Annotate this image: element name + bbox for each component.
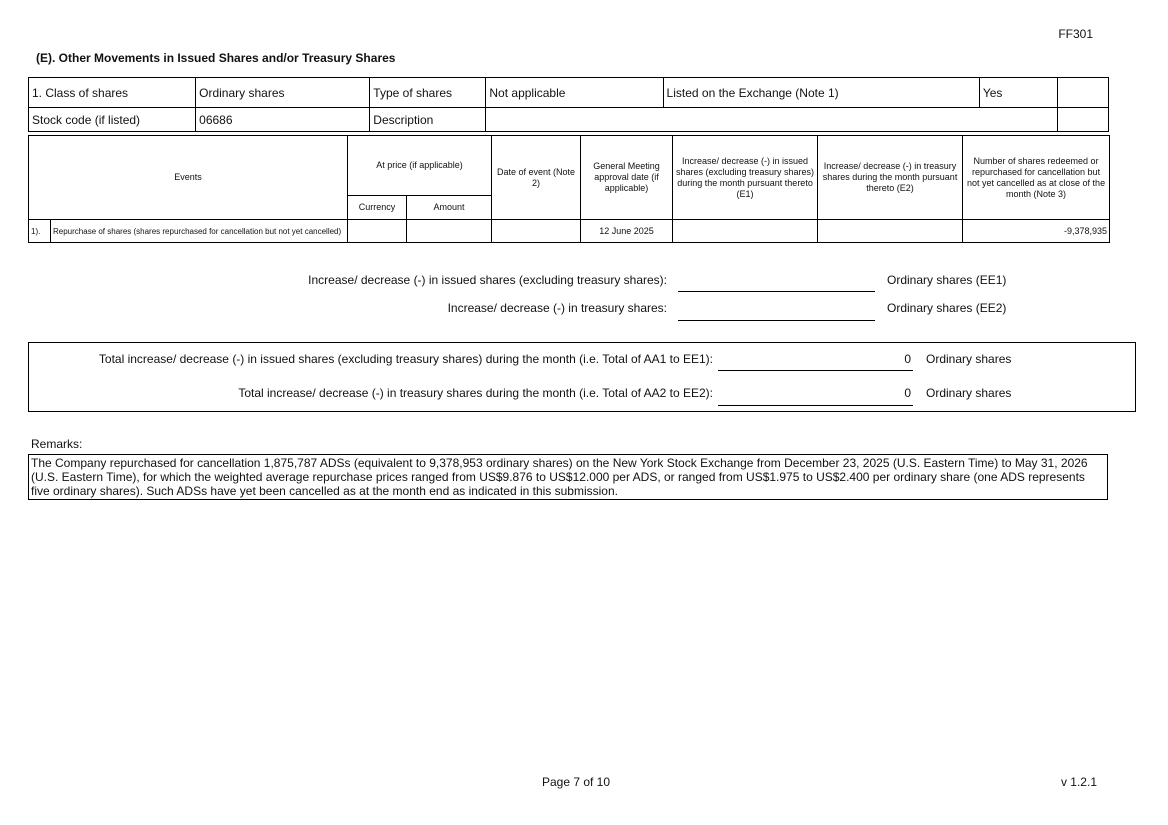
listed-extra-cell: [1057, 78, 1108, 108]
stock-code-label: Stock code (if listed): [29, 108, 196, 132]
listed-label: Listed on the Exchange (Note 1): [663, 78, 979, 108]
class-label: 1. Class of shares: [29, 78, 196, 108]
remarks-text: The Company repurchased for cancellation 1,875,787 ADSs (equivalent to 9,378,953 ordinary shares) on the New York Stock Exchange from December 23, 2025 (U.S. Eastern Time) to May 31, 2026 (U.S. Eastern Time), for which the weighted average repurchase prices ranged from US$9.876 to US$12.000 per ADS, or ranged from US$1.975 to US$2.400 per ordinary share (one ADS represents five ordinary shares). Such ADSs have yet been cancelled as at the month end as indicated in this submission.: [28, 454, 1108, 500]
row-redeemed: -9,378,935: [963, 220, 1110, 243]
total-treasury-unit: Ordinary shares: [926, 386, 1012, 400]
total-treasury-number: 0: [904, 386, 911, 400]
type-label: Type of shares: [370, 78, 486, 108]
row-event: Repurchase of shares (shares repurchased for cancellation but not yet cancelled): [51, 220, 348, 243]
description-extra-cell: [1057, 108, 1108, 132]
version: v 1.2.1: [1060, 775, 1097, 789]
ee1-value: [678, 273, 875, 292]
form-code: FF301: [1058, 27, 1093, 41]
row-date-of-event: [492, 220, 581, 243]
ee2-value: [678, 301, 875, 321]
redeemed-header: Number of shares redeemed or repurchased for cancellation but not yet cancelled as at close of the month (Note 3): [963, 136, 1110, 220]
class-of-shares-table: [28, 77, 1109, 132]
date-of-event-header: Date of event (Note 2): [492, 136, 581, 220]
events-table: [28, 135, 1110, 243]
amount-header: Amount: [407, 196, 492, 220]
ee2-label: Increase/ decrease (-) in treasury shares:: [447, 301, 667, 315]
row-e2: [818, 220, 963, 243]
ee1-label: Increase/ decrease (-) in issued shares (excluding treasury shares):: [308, 273, 667, 287]
section-title: (E). Other Movements in Issued Shares and/or Treasury Shares: [36, 51, 396, 65]
listed-value: Yes: [979, 78, 1057, 108]
events-header: Events: [29, 136, 348, 220]
currency-header: Currency: [348, 196, 407, 220]
row-e1: [673, 220, 818, 243]
description-label: Description: [370, 108, 486, 132]
table-row: [29, 220, 1110, 243]
ee1-unit: Ordinary shares (EE1): [887, 273, 1007, 287]
remarks-label: Remarks:: [31, 437, 83, 451]
description-value: [486, 108, 1058, 132]
total-treasury-value: [718, 386, 913, 406]
row-number: 1).: [29, 220, 51, 243]
events-header-row: [29, 136, 1110, 196]
total-issued-value: [718, 352, 913, 371]
type-value: Not applicable: [486, 78, 663, 108]
total-issued-number: 0: [904, 352, 911, 366]
stock-code-value: 06686: [196, 108, 370, 132]
total-issued-label: Total increase/ decrease (-) in issued shares (excluding treasury shares) during the month (i.e. Total of AA1 to EE1):: [98, 352, 713, 366]
total-treasury-label: Total increase/ decrease (-) in treasury shares during the month (i.e. Total of AA2 to EE2):: [238, 386, 713, 400]
increase-issued-header: Increase/ decrease (-) in issued shares (excluding treasury shares) during the month pursuant thereto (E1): [673, 136, 818, 220]
row-amount: [407, 220, 492, 243]
class-row: [29, 78, 1109, 108]
ee2-unit: Ordinary shares (EE2): [887, 301, 1007, 315]
row-currency: [348, 220, 407, 243]
increase-treasury-header: Increase/ decrease (-) in treasury shares during the month pursuant thereto (E2): [818, 136, 963, 220]
page-number: Page 7 of 10: [541, 775, 611, 789]
at-price-header: At price (if applicable): [348, 136, 492, 196]
general-meeting-header: General Meeting approval date (if applicable): [581, 136, 673, 220]
totals-box: [28, 342, 1136, 412]
class-value: Ordinary shares: [196, 78, 370, 108]
row-approval-date: 12 June 2025: [581, 220, 673, 243]
total-issued-unit: Ordinary shares: [926, 352, 1012, 366]
stock-code-row: [29, 108, 1109, 132]
